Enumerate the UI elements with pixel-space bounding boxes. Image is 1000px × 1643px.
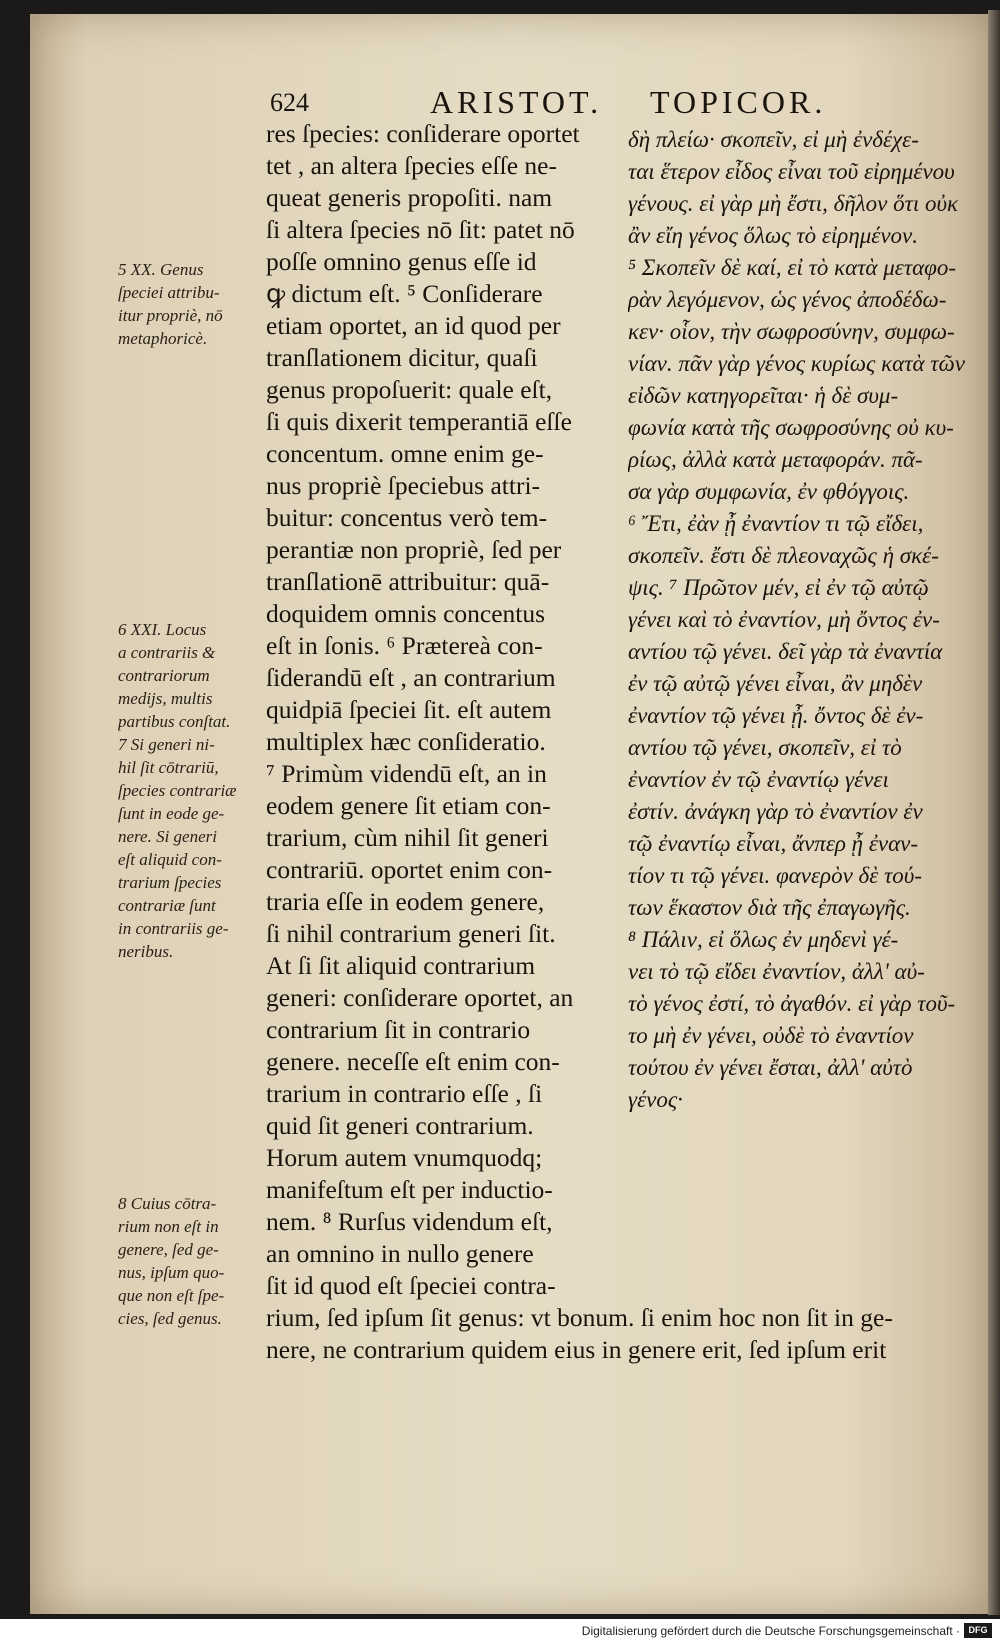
margin-line: a contrariis & (118, 643, 216, 662)
latin-line: At ſi ſit aliquid contrarium (266, 951, 536, 980)
latin-line: quidpiā ſpeciei ſit. eſt autem (266, 695, 552, 724)
running-title-left: ARISTOT. (430, 84, 603, 120)
latin-line: etiam oportet, an id quod per (266, 311, 561, 340)
margin-line: hil ſit cōtrariū, (118, 758, 219, 777)
latin-line: ſiderandū eſt , an contrarium (266, 663, 556, 692)
latin-line: doquidem omnis concentus (266, 599, 546, 628)
margin-line: nere. Si generi (118, 827, 217, 846)
latin-line: generi: conſiderare oportet, an (266, 983, 574, 1012)
latin-line: nem. ⁸ Rurſus videndum eſt, (266, 1207, 553, 1236)
latin-line: tranſlationem dicitur, quaſi (266, 343, 538, 372)
latin-line: ſi nihil contrarium generi ſit. (266, 919, 556, 948)
greek-line: τὸ γένος ἐστί, τὸ ἀγαθόν. εἰ γὰρ τοῦ- (628, 991, 956, 1016)
margin-line: 6 XXI. Locus (118, 620, 207, 639)
greek-line: το μὴ ἐν γένει, οὐδὲ τὸ ἐναντίον (628, 1023, 914, 1048)
greek-line: ἐναντίον ἐν τῷ ἐναντίῳ γένει (628, 767, 889, 792)
greek-line: αντίου τῷ γένει. δεῖ γὰρ τὰ ἐναντία (628, 639, 943, 664)
margin-note-1 (118, 258, 260, 350)
margin-line: que non eſt ſpe- (118, 1286, 225, 1305)
margin-line: itur propriè, nō (118, 306, 223, 325)
latin-line: nus propriè ſpeciebus attri- (266, 471, 541, 500)
margin-line: 7 Si generi ni- (118, 735, 215, 754)
margin-line: ſunt in eode ge- (118, 804, 225, 823)
latin-line: eſt in ſonis. ⁶ Prætereà con- (266, 631, 543, 660)
greek-line: γένος· (628, 1087, 683, 1112)
latin-line: trarium, cùm nihil ſit generi (266, 823, 549, 852)
greek-line: τούτου ἐν γένει ἔσται, ἀλλ' αὐτὸ (628, 1055, 913, 1080)
greek-line: ἐναντίον τῷ γένει ᾖ. ὄντος δὲ ἐν- (628, 703, 924, 728)
greek-line: νει τὸ τῷ εἴδει ἐναντίον, ἀλλ' αὐ- (628, 959, 925, 984)
latin-line: ſi quis dixerit temperantiā eſſe (266, 407, 572, 436)
greek-line: δὴ πλείω· σκοπεῖν, εἰ μὴ ἐνδέχε- (628, 127, 919, 152)
greek-line: τῷ ἐναντίῳ εἶναι, ἄνπερ ᾖ ἐναν- (628, 831, 919, 856)
latin-line: contrarium ſit in contrario (266, 1015, 531, 1044)
running-title-right: TOPICOR. (650, 84, 827, 120)
latin-line: contrariū. oportet enim con- (266, 855, 553, 884)
margin-line: genere, ſed ge- (118, 1240, 219, 1259)
latin-line: quid ſit generi contrarium. (266, 1111, 534, 1140)
greek-line: ⁶ Ἔτι, ἐὰν ᾖ ἐναντίον τι τῷ εἴδει, (628, 511, 924, 536)
footer-credit: Digitalisierung gefördert durch die Deutsche Forschungsgemeinschaft · (581, 1624, 960, 1638)
margin-line: in contrariis ge- (118, 919, 229, 938)
latin-line: nere, ne contrarium quidem eius in genere erit, ſed ipſum erit (266, 1335, 887, 1364)
digitization-footer (0, 1619, 1000, 1643)
dfg-logo: DFG (964, 1623, 992, 1638)
latin-line: genus propoſuerit: quale eſt, (266, 375, 553, 404)
greek-line: ψις. ⁷ Πρῶτον μέν, εἰ ἐν τῷ αὐτῷ (628, 575, 929, 600)
latin-line: genere. neceſſe eſt enim con- (266, 1047, 560, 1076)
margin-line: ſpeciei attribu- (118, 283, 220, 302)
margin-line: contrariorum (118, 666, 210, 685)
greek-line: ἐστίν. ἀνάγκη γὰρ τὸ ἐναντίον ἐν (628, 799, 923, 824)
margin-line: neribus. (118, 942, 174, 961)
greek-line: σκοπεῖν. ἔστι δὲ πλεοναχῶς ἡ σκέ- (628, 543, 939, 568)
latin-line: perantiæ non propriè, ſed per (266, 535, 562, 564)
latin-line: an omnino in nullo genere (266, 1239, 534, 1268)
latin-line: traria eſſe in eodem genere, (266, 887, 545, 916)
margin-line: medijs, multis (118, 689, 213, 708)
latin-line: ⁷ Primùm videndū eſt, an in (266, 759, 547, 788)
greek-line: γένει καὶ τὸ ἐναντίον, μὴ ὄντος ἐν- (628, 607, 940, 632)
latin-line: ſit id quod eſt ſpeciei contra- (266, 1271, 556, 1300)
greek-line: νίαν. πᾶν γὰρ γένος κυρίως κατὰ τῶν (628, 351, 965, 376)
greek-line: φωνία κατὰ τῆς σωφροσύνης οὐ κυ- (628, 415, 954, 440)
margin-line: ſpecies contrariæ (118, 781, 237, 800)
latin-line: Horum autem vnumquodq; (266, 1143, 543, 1172)
latin-line: ꝙ dictum eſt. ⁵ Conſiderare (266, 279, 543, 308)
margin-line: metaphoricè. (118, 329, 208, 348)
margin-line: 8 Cuius cōtra- (118, 1194, 217, 1213)
greek-line: κεν· οἷον, τὴν σωφροσύνην, συμφω- (628, 319, 955, 344)
margin-note-2 (118, 618, 260, 963)
latin-line: multiplex hæc conſideratio. (266, 727, 546, 756)
page-edge (988, 10, 1000, 1615)
margin-line: trarium ſpecies (118, 873, 222, 892)
greek-line: ⁸ Πάλιν, εἰ ὅλως ἐν μηδενὶ γέ- (628, 927, 899, 952)
latin-line: buitur: concentus verò tem- (266, 503, 548, 532)
margin-line: partibus conſtat. (118, 712, 231, 731)
margin-note-3 (118, 1192, 260, 1330)
greek-line: αντίου τῷ γένει, σκοπεῖν, εἰ τὸ (628, 735, 902, 760)
greek-line: των ἕκαστον διὰ τῆς ἐπαγωγῆς. (628, 895, 911, 920)
greek-line: εἰδῶν κατηγορεῖται· ἡ δὲ συμ- (628, 383, 899, 408)
margin-line: 5 XX. Genus (118, 260, 204, 279)
latin-line: queat generis propoſiti. nam (266, 183, 553, 212)
latin-line: concentum. omne enim ge- (266, 439, 544, 468)
margin-line: contrariæ ſunt (118, 896, 216, 915)
greek-line: ται ἕτερον εἶδος εἶναι τοῦ εἰρημένου (628, 159, 955, 184)
greek-line: ρίως, ἀλλὰ κατὰ μεταφοράν. πᾶ- (628, 447, 923, 472)
latin-line: tranſlationē attribuitur: quā- (266, 567, 550, 596)
latin-line: tet , an altera ſpecies eſſe ne- (266, 151, 557, 180)
greek-line: ἂν εἴη γένος ὅλως τὸ εἰρημένον. (628, 223, 919, 248)
greek-line: τίον τι τῷ γένει. φανερὸν δὲ τού- (628, 863, 922, 888)
greek-line: ρὰν λεγόμενον, ὡς γένος ἀποδέδω- (628, 287, 947, 312)
margin-line: eſt aliquid con- (118, 850, 222, 869)
latin-line: res ſpecies: conſiderare oportet (266, 119, 580, 148)
page-number: 624 (270, 88, 309, 117)
latin-line: rium, ſed ipſum ſit genus: vt bonum. ſi enim hoc non ſit in ge- (266, 1303, 893, 1332)
greek-line: ἐν τῷ αὐτῷ γένει εἶναι, ἂν μηδὲν (628, 671, 923, 696)
greek-line: γένους. εἰ γὰρ μὴ ἔστι, δῆλον ὅτι οὐκ (628, 191, 959, 216)
latin-line: poſſe omnino genus eſſe id (266, 247, 537, 276)
latin-line: ſi altera ſpecies nō ſit: patet nō (266, 215, 575, 244)
margin-line: cies, ſed genus. (118, 1309, 222, 1328)
margin-line: rium non eſt in (118, 1217, 219, 1236)
latin-line: eodem genere ſit etiam con- (266, 791, 551, 820)
latin-line: manifeſtum eſt per inductio- (266, 1175, 553, 1204)
latin-line: trarium in contrario eſſe , ſi (266, 1079, 543, 1108)
margin-line: nus, ipſum quo- (118, 1263, 225, 1282)
greek-line: σα γὰρ συμφωνία, ἐν φθόγγοις. (628, 479, 910, 504)
greek-text-column (628, 124, 978, 1116)
greek-line: ⁵ Σκοπεῖν δὲ καί, εἰ τὸ κατὰ μεταφο- (628, 255, 957, 280)
